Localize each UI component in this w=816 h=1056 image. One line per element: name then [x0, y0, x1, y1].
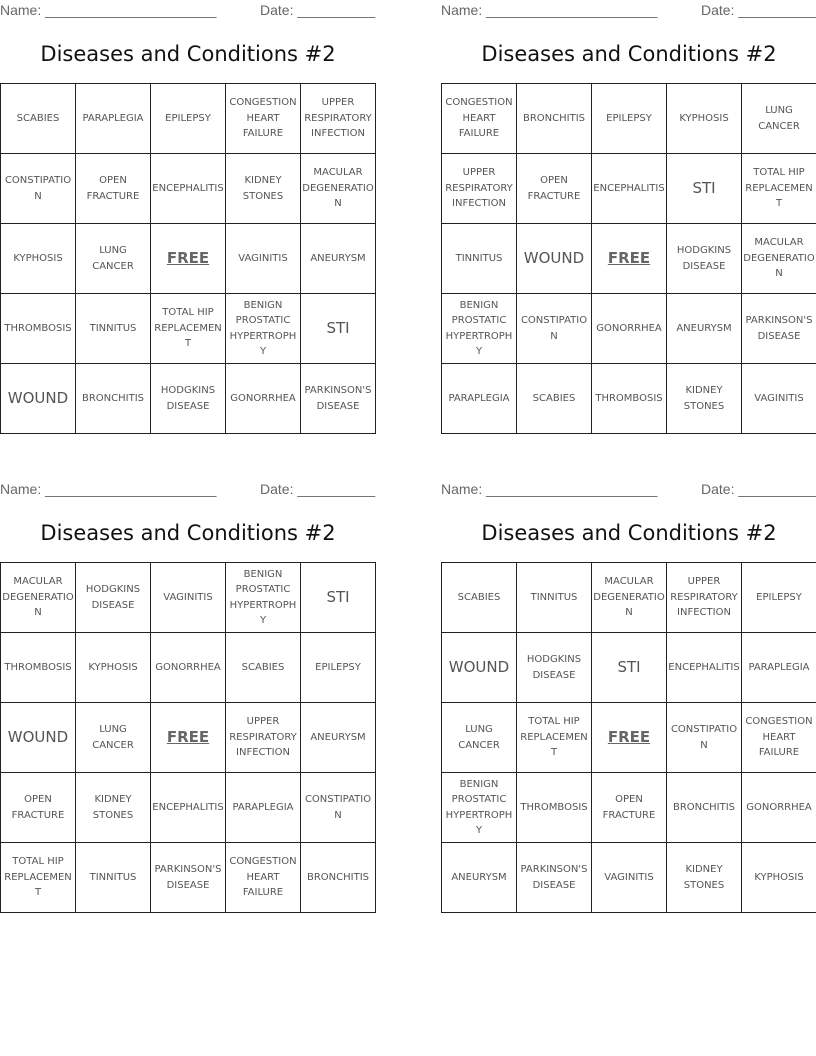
bingo-cell: CONGESTION HEART FAILURE [442, 84, 517, 154]
bingo-card-1 [0, 0, 376, 440]
bingo-cell: MACULAR DEGENERATION [742, 224, 816, 294]
bingo-cell: TINNITUS [76, 843, 151, 913]
bingo-cell: TOTAL HIP REPLACEMENT [1, 843, 76, 913]
bingo-cell: GONORRHEA [592, 294, 667, 364]
grid-row [442, 364, 816, 434]
free-space: FREE [592, 224, 667, 294]
grid-row [442, 843, 816, 913]
bingo-cell: OPEN FRACTURE [592, 773, 667, 843]
bingo-cell: PARKINSON'S DISEASE [517, 843, 592, 913]
bingo-cell: UPPER RESPIRATORY INFECTION [301, 84, 376, 154]
bingo-cell: SCABIES [226, 633, 301, 703]
bingo-cell: STI [301, 563, 376, 633]
bingo-cell: ENCEPHALITIS [151, 773, 226, 843]
bingo-cell: MACULAR DEGENERATION [301, 154, 376, 224]
bingo-cell: GONORRHEA [151, 633, 226, 703]
grid-row [442, 773, 816, 843]
bingo-grid [441, 83, 816, 434]
bingo-cell: CONGESTION HEART FAILURE [226, 843, 301, 913]
bingo-card-2 [441, 0, 816, 440]
bingo-cell: KYPHOSIS [667, 84, 742, 154]
grid-row [1, 224, 376, 294]
grid-row [1, 633, 376, 703]
bingo-cell: VAGINITIS [151, 563, 226, 633]
bingo-cell: CONSTIPATION [1, 154, 76, 224]
bingo-cell: OPEN FRACTURE [1, 773, 76, 843]
bingo-cell: SCABIES [517, 364, 592, 434]
bingo-cell: TOTAL HIP REPLACEMENT [151, 294, 226, 364]
card-title: Diseases and Conditions #2 [481, 521, 777, 545]
bingo-card-4 [441, 479, 816, 919]
bingo-cell: LUNG CANCER [442, 703, 517, 773]
bingo-cell: TINNITUS [76, 294, 151, 364]
bingo-cell: THROMBOSIS [1, 633, 76, 703]
bingo-cell: TINNITUS [442, 224, 517, 294]
bingo-cell: PARAPLEGIA [742, 633, 816, 703]
bingo-cell: KIDNEY STONES [226, 154, 301, 224]
bingo-grid [441, 562, 816, 913]
card-title: Diseases and Conditions #2 [481, 42, 777, 66]
bingo-cell: STI [301, 294, 376, 364]
grid-row [442, 633, 816, 703]
bingo-cell: BRONCHITIS [517, 84, 592, 154]
grid-row [1, 563, 376, 633]
grid-row [442, 84, 816, 154]
bingo-cell: PARKINSON'S DISEASE [151, 843, 226, 913]
free-space: FREE [151, 224, 226, 294]
bingo-cell: KIDNEY STONES [667, 364, 742, 434]
card-title: Diseases and Conditions #2 [40, 521, 336, 545]
grid-row [1, 703, 376, 773]
bingo-cell: BENIGN PROSTATIC HYPERTROPHY [442, 773, 517, 843]
bingo-cell: CONSTIPATION [517, 294, 592, 364]
bingo-cell: LUNG CANCER [76, 224, 151, 294]
bingo-cell: CONGESTION HEART FAILURE [742, 703, 816, 773]
bingo-cell: MACULAR DEGENERATION [1, 563, 76, 633]
bingo-cell: WOUND [517, 224, 592, 294]
bingo-cell: THROMBOSIS [1, 294, 76, 364]
bingo-cell: WOUND [1, 703, 76, 773]
bingo-cell: HODGKINS DISEASE [76, 563, 151, 633]
bingo-cell: KYPHOSIS [76, 633, 151, 703]
bingo-cell: TINNITUS [517, 563, 592, 633]
bingo-cell: WOUND [1, 364, 76, 434]
free-space: FREE [151, 703, 226, 773]
name-field: Name: ______________________ [441, 481, 658, 497]
grid-row [442, 224, 816, 294]
grid-row [1, 84, 376, 154]
bingo-cell: STI [592, 633, 667, 703]
grid-row [1, 843, 376, 913]
bingo-cell: BRONCHITIS [667, 773, 742, 843]
date-field: Date: __________ [260, 2, 376, 18]
bingo-cell: THROMBOSIS [592, 364, 667, 434]
bingo-cell: BRONCHITIS [76, 364, 151, 434]
bingo-cell: HODGKINS DISEASE [667, 224, 742, 294]
bingo-cell: WOUND [442, 633, 517, 703]
bingo-cell: UPPER RESPIRATORY INFECTION [226, 703, 301, 773]
bingo-cell: OPEN FRACTURE [76, 154, 151, 224]
date-field: Date: __________ [701, 2, 816, 18]
name-field: Name: ______________________ [0, 481, 217, 497]
bingo-cell: LUNG CANCER [742, 84, 816, 154]
bingo-cell: GONORRHEA [742, 773, 816, 843]
grid-row [442, 703, 816, 773]
bingo-cell: KYPHOSIS [1, 224, 76, 294]
bingo-cell: MACULAR DEGENERATION [592, 563, 667, 633]
bingo-cell: PARAPLEGIA [226, 773, 301, 843]
free-space: FREE [592, 703, 667, 773]
bingo-cell: KIDNEY STONES [76, 773, 151, 843]
bingo-cell: GONORRHEA [226, 364, 301, 434]
bingo-cell: SCABIES [442, 563, 517, 633]
name-field: Name: ______________________ [0, 2, 217, 18]
bingo-cell: EPILEPSY [151, 84, 226, 154]
bingo-cell: HODGKINS DISEASE [151, 364, 226, 434]
bingo-cell: KYPHOSIS [742, 843, 816, 913]
bingo-cell: BRONCHITIS [301, 843, 376, 913]
bingo-cell: TOTAL HIP REPLACEMENT [517, 703, 592, 773]
bingo-cell: KIDNEY STONES [667, 843, 742, 913]
grid-row [1, 364, 376, 434]
name-date-row [0, 481, 376, 499]
bingo-cell: CONSTIPATION [301, 773, 376, 843]
bingo-cell: EPILEPSY [742, 563, 816, 633]
bingo-cell: EPILEPSY [301, 633, 376, 703]
bingo-cell: VAGINITIS [226, 224, 301, 294]
bingo-cell: ENCEPHALITIS [667, 633, 742, 703]
bingo-cell: ANEURYSM [301, 703, 376, 773]
bingo-cell: STI [667, 154, 742, 224]
bingo-cell: PARKINSON'S DISEASE [301, 364, 376, 434]
grid-row [1, 154, 376, 224]
bingo-cell: OPEN FRACTURE [517, 154, 592, 224]
name-date-row [441, 2, 816, 20]
bingo-cell: PARAPLEGIA [76, 84, 151, 154]
date-field: Date: __________ [701, 481, 816, 497]
bingo-cell: BENIGN PROSTATIC HYPERTROPHY [226, 563, 301, 633]
bingo-cell: PARKINSON'S DISEASE [742, 294, 816, 364]
bingo-cell: ENCEPHALITIS [151, 154, 226, 224]
name-date-row [441, 481, 816, 499]
grid-row [442, 563, 816, 633]
name-date-row [0, 2, 376, 20]
bingo-grid [0, 83, 376, 434]
bingo-cell: THROMBOSIS [517, 773, 592, 843]
bingo-cell: BENIGN PROSTATIC HYPERTROPHY [442, 294, 517, 364]
grid-row [1, 294, 376, 364]
bingo-cell: TOTAL HIP REPLACEMENT [742, 154, 816, 224]
grid-row [442, 154, 816, 224]
bingo-cell: PARAPLEGIA [442, 364, 517, 434]
bingo-cell: BENIGN PROSTATIC HYPERTROPHY [226, 294, 301, 364]
bingo-cell: ENCEPHALITIS [592, 154, 667, 224]
date-field: Date: __________ [260, 481, 376, 497]
name-field: Name: ______________________ [441, 2, 658, 18]
bingo-grid [0, 562, 376, 913]
bingo-cell: ANEURYSM [667, 294, 742, 364]
grid-row [442, 294, 816, 364]
bingo-cell: VAGINITIS [592, 843, 667, 913]
bingo-card-3 [0, 479, 376, 919]
grid-row [1, 773, 376, 843]
bingo-cell: CONSTIPATION [667, 703, 742, 773]
bingo-cell: LUNG CANCER [76, 703, 151, 773]
bingo-cell: ANEURYSM [442, 843, 517, 913]
bingo-cell: EPILEPSY [592, 84, 667, 154]
bingo-cell: UPPER RESPIRATORY INFECTION [442, 154, 517, 224]
bingo-cell: CONGESTION HEART FAILURE [226, 84, 301, 154]
bingo-cell: SCABIES [1, 84, 76, 154]
card-title: Diseases and Conditions #2 [40, 42, 336, 66]
bingo-cell: HODGKINS DISEASE [517, 633, 592, 703]
bingo-cell: ANEURYSM [301, 224, 376, 294]
bingo-cell: VAGINITIS [742, 364, 816, 434]
bingo-cell: UPPER RESPIRATORY INFECTION [667, 563, 742, 633]
